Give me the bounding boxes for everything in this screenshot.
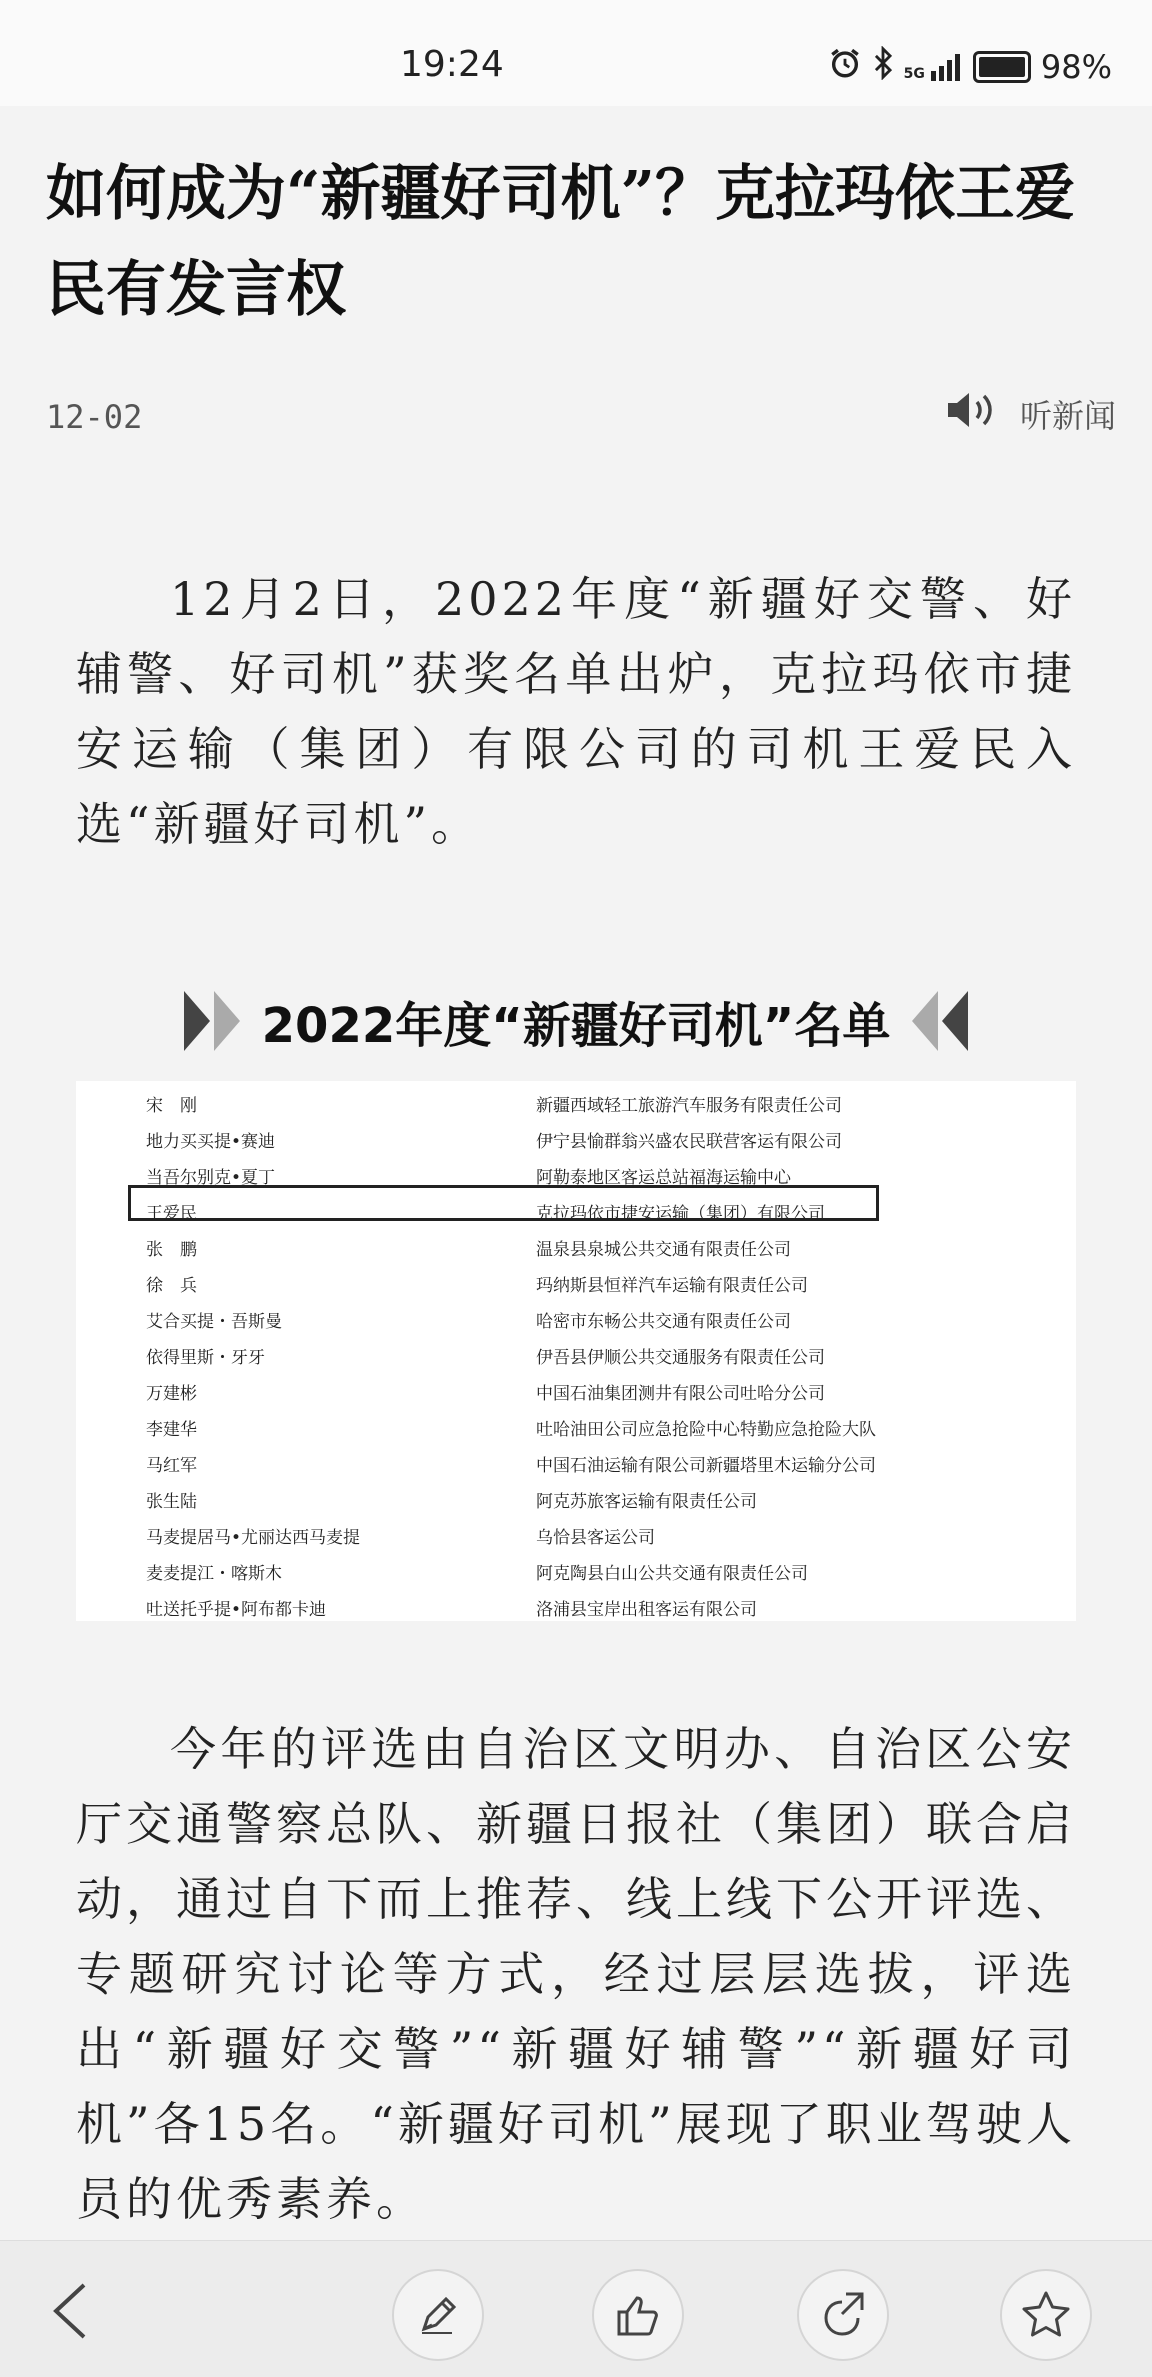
listen-news-button[interactable]	[946, 390, 1116, 438]
article-paragraph-2: 今年的评选由自治区文明办、自治区公安厅交通警察总队、新疆日报社（集团）联合启动，通过自下而上推荐、线上线下公开评选、专题研究讨论等方式，经过层层选拔，评选出“新疆好交警”“新疆好辅警”“新疆好司机”各15名。“新疆好司机”展现了职业驾驶人员的优秀素养。	[76, 1722, 1076, 2226]
article-paragraph-1: 12月2日，2022年度“新疆好交警、好辅警、好司机”获奖名单出炉，克拉玛依市捷安运输（集团）有限公司的司机王爱民入选“新疆好司机”。	[76, 572, 1076, 851]
winner-row: 马红军 中国石油运输有限公司新疆塔里木运输分公司	[146, 1456, 876, 1476]
listen-news-label: 听新闻	[1019, 397, 1116, 435]
winner-row: 当吾尔别克•夏丁 阿勒泰地区客运总站福海运输中心	[146, 1168, 791, 1188]
winner-row: 张生陆 阿克苏旅客运输有限责任公司	[146, 1492, 757, 1512]
status-bar	[0, 0, 1152, 106]
battery-icon	[973, 51, 1031, 83]
winner-row: 麦麦提江・喀斯木 阿克陶县白山公共交通有限责任公司	[146, 1564, 808, 1584]
network-label: 5G	[903, 66, 925, 82]
comment-button[interactable]	[392, 2269, 484, 2361]
chevron-right-icon	[184, 991, 240, 1051]
like-button[interactable]	[592, 2269, 684, 2361]
favorite-button[interactable]	[1000, 2269, 1092, 2361]
winner-row-highlighted: 王爱民 克拉玛依市捷安运输（集团）有限公司	[146, 1204, 825, 1224]
bluetooth-icon	[872, 46, 894, 88]
status-icons	[828, 46, 1112, 88]
winner-row: 艾合买提・吾斯曼 哈密市东畅公共交通有限责任公司	[146, 1312, 791, 1332]
signal-icon	[904, 53, 963, 81]
article-content[interactable]	[0, 106, 1152, 2240]
share-button[interactable]	[797, 2269, 889, 2361]
battery-percent: 98%	[1040, 48, 1112, 86]
winner-row: 李建华 吐哈油田公司应急抢险中心特勤应急抢险大队	[146, 1420, 876, 1440]
winners-list-image[interactable]	[76, 1081, 1076, 1621]
winner-row: 吐送托乎提•阿布都卡迪 洛浦县宝岸出租客运有限公司	[146, 1600, 757, 1620]
back-button[interactable]	[40, 2279, 104, 2343]
article-date: 12-02	[46, 398, 143, 436]
winner-row: 依得里斯・牙牙 伊吾县伊顺公共交通服务有限责任公司	[146, 1348, 825, 1368]
article-title: 如何成为“新疆好司机”？克拉玛依王爱民有发言权	[46, 159, 1076, 325]
back-icon	[40, 2279, 104, 2343]
winner-row: 万建彬 中国石油集团测井有限公司吐哈分公司	[146, 1384, 825, 1404]
bottom-action-bar	[0, 2240, 1152, 2377]
winner-row: 马麦提居马•尤丽达西马麦提 乌恰县客运公司	[146, 1528, 655, 1548]
share-icon	[818, 2290, 868, 2340]
thumbs-up-icon	[613, 2290, 663, 2340]
pen-icon	[414, 2291, 462, 2339]
winner-row: 宋 刚 新疆西域轻工旅游汽车服务有限责任公司	[146, 1096, 842, 1116]
winners-section-heading	[126, 971, 1026, 1071]
chevron-left-icon	[912, 991, 968, 1051]
status-time: 19:24	[400, 44, 504, 85]
section-heading-text: 2022年度“新疆好司机”名单	[261, 997, 891, 1054]
winner-row: 张 鹏 温泉县泉城公共交通有限责任公司	[146, 1240, 791, 1260]
star-icon	[1020, 2289, 1072, 2341]
winner-row: 徐 兵 玛纳斯县恒祥汽车运输有限责任公司	[146, 1276, 808, 1296]
winner-row: 地力买买提•赛迪 伊宁县愉群翁兴盛农民联营客运有限公司	[146, 1132, 842, 1152]
alarm-icon	[828, 46, 862, 88]
speaker-icon	[946, 390, 1002, 438]
